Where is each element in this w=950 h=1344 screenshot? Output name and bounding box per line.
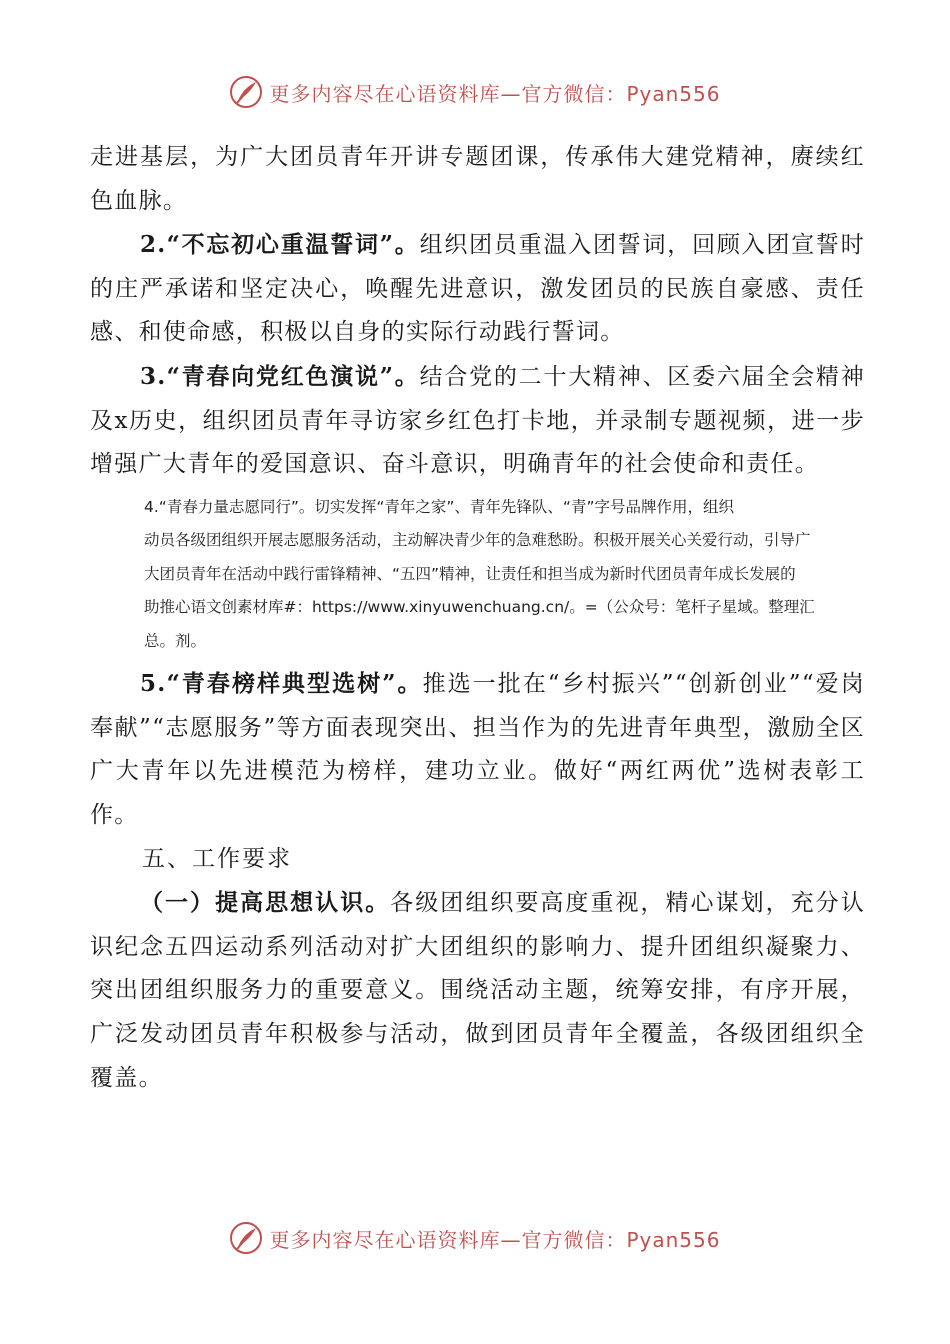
feather-pen-logo-icon xyxy=(229,1221,263,1255)
item-2-title: 2.“不忘初心重温誓词”。 xyxy=(140,231,420,259)
section-heading: 五、工作要求 xyxy=(142,845,292,872)
banner-text: 更多内容尽在心语资料库—官方微信：Pyan556 xyxy=(269,1227,721,1252)
feather-pen-logo-icon xyxy=(229,75,263,109)
paragraph-requirement-1: （一）提高思想认识。各级团组织要高度重视，精心谋划，充分认识纪念五四运动系列活动对扩大团组织的影响力、提升团组织凝聚力、突出团组织服务力的重要意义。围绕活动主题，统筹安排，有序开展，广泛发动团员青年积极参与活动，做到团员青年全覆盖，各级团组织全覆盖。 xyxy=(90,889,865,1091)
paragraph-item-2: 2.“不忘初心重温誓词”。组织团员重温入团誓词，回顾入团宣誓时的庄严承诺和坚定决心，唤醒先进意识，激发团员的民族自豪感、责任感、和使命感，积极以自身的实际行动践行誓词。 xyxy=(90,231,866,346)
item-5-title: 5.“青春榜样典型选树”。 xyxy=(140,670,423,698)
paragraph-item-4: 4.“青春力量志愿同行”。切实发挥“青年之家”、青年先锋队、“青”字号品牌作用，组织 动员各级团组织开展志愿服务活动，主动解决青少年的急难愁盼。积极开展关心关爱行动，引导广 大团员青年在活动中践行雷锋精神、“五四”精神，让责任和担当成为新时代团员青年成长发展的 助推心语文创素材库#：https://www.xinyuwenchuang.cn/。=（公众号：笔杆子星域。整理汇 总。剂。 xyxy=(144,497,815,650)
requirement-1-title: （一）提高思想认识。 xyxy=(140,889,391,917)
banner-text: 更多内容尽在心语资料库—官方微信：Pyan556 xyxy=(269,81,721,106)
item-3-title: 3.“青春向党红色演说”。 xyxy=(140,362,420,390)
paragraph-1: 走进基层，为广大团员青年开讲专题团课，传承伟大建党精神，赓续红色血脉。 xyxy=(90,144,865,214)
footer-banner xyxy=(0,1218,950,1258)
header-banner xyxy=(0,72,950,112)
paragraph-item-5: 5.“青春榜样典型选树”。推选一批在“乡村振兴”“创新创业”“爱岗奉献”“志愿服务”等方面表现突出、担当作为的先进青年典型，激励全区广大青年以先进模范为榜样，建功立业。做好“两红两优”选树表彰工作。 xyxy=(90,670,865,829)
document-body xyxy=(90,136,865,1100)
paragraph-item-3: 3.“青春向党红色演说”。结合党的二十大精神、区委六届全会精神及x历史，组织团员青年寻访家乡红色打卡地，并录制专题视频，进一步增强广大青年的爱国意识、奋斗意识，明确青年的社会使命和责任。 xyxy=(90,362,866,478)
